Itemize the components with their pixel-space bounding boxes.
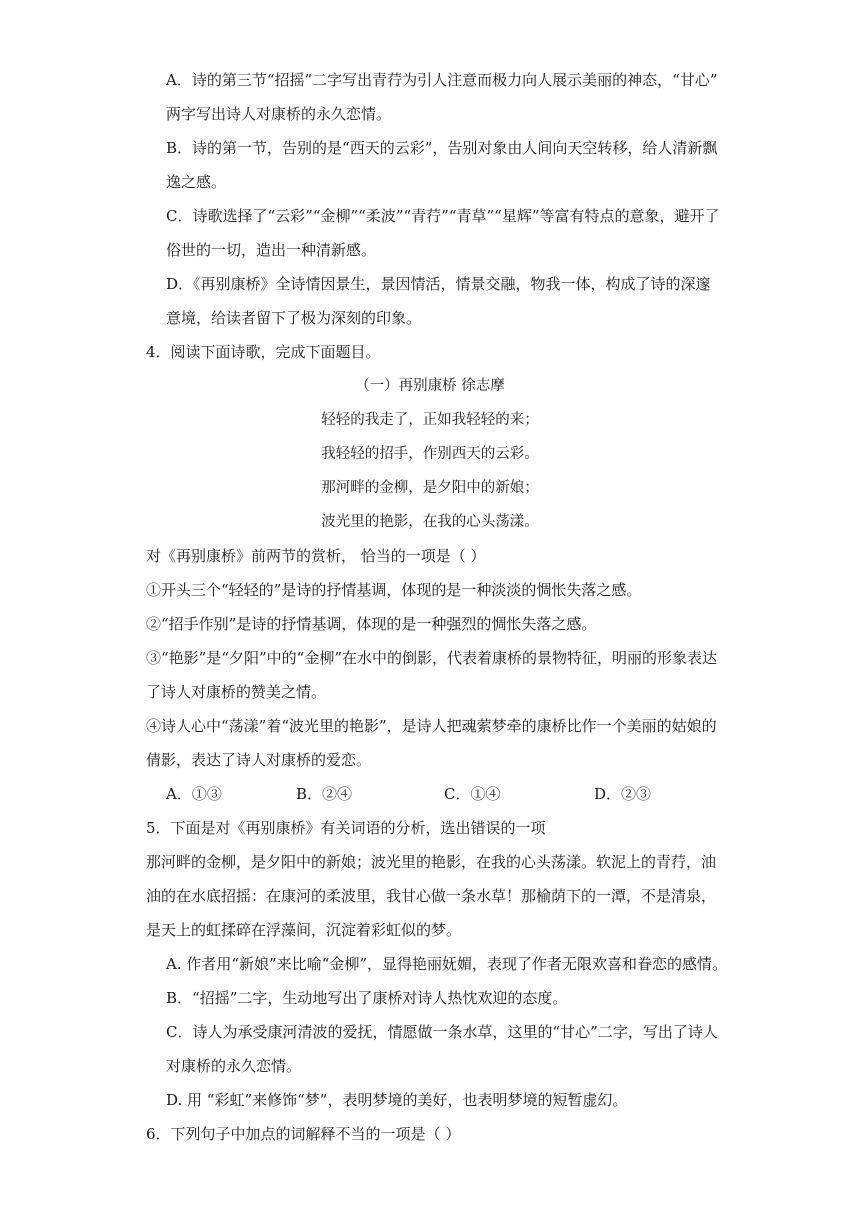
q5-option-a: A. 作者用“新娘”来比喻“金柳”，显得艳丽妩媚，表现了作者无限欢喜和眷恋的感情。 <box>166 955 728 973</box>
q4-choice-a: A．①③ <box>166 785 222 803</box>
q5-option-c-line2: 对康桥的永久恋情。 <box>166 1057 302 1075</box>
q5-option-d: D. 用 “彩虹”来修饰“梦”，表明梦境的美好，也表明梦境的短暂虚幻。 <box>166 1091 628 1109</box>
q4-stem: 4．阅读下面诗歌，完成下面题目。 <box>146 343 381 361</box>
q4-question: 对《再别康桥》前两节的赏析， 恰当的一项是（ ） <box>146 547 486 565</box>
q4-item-2: ②“招手作别”是诗的抒情基调，体现的是一种强烈的惆怅失落之感。 <box>146 615 597 633</box>
q3-option-c-line2: 俗世的一切，造出一种清新感。 <box>166 241 377 259</box>
q4-item-3-line2: 了诗人对康桥的赞美之情。 <box>146 683 327 701</box>
q4-choice-b: B．②④ <box>296 785 353 803</box>
q5-passage-line-3: 是天上的虹揉碎在浮藻间，沉淀着彩虹似的梦。 <box>146 921 462 939</box>
q4-choice-c: C．①④ <box>444 785 501 803</box>
q5-option-b: B．“招摇”二字，生动地写出了康桥对诗人热忱欢迎的态度。 <box>166 989 568 1007</box>
poem-line-2: 我轻轻的招手，作别西天的云彩。 <box>321 446 539 462</box>
q3-option-d-line2: 意境，给读者留下了极为深刻的印象。 <box>166 309 422 327</box>
q3-option-c-line1: C．诗歌选择了“云彩”“金柳”“柔波”“青荇”“青草”“星辉”等富有特点的意象，避开了 <box>166 207 720 225</box>
q5-stem: 5．下面是对《再别康桥》有关词语的分析，选出错误的一项 <box>146 819 546 837</box>
poem-line-1: 轻轻的我走了，正如我轻轻的来； <box>321 412 539 428</box>
q3-option-a-line1: A．诗的第三节“招摇”二字写出青荇为引人注意而极力向人展示美丽的神态，“甘心” <box>166 71 718 89</box>
poem-title: （一）再别康桥 徐志摩 <box>355 378 505 394</box>
q4-item-4-line1: ④诗人心中“荡漾”着“波光里的艳影”，是诗人把魂萦梦牵的康桥比作一个美丽的姑娘的 <box>146 717 717 735</box>
q4-item-3-line1: ③“艳影”是“夕阳”中的“金柳”在水中的倒影，代表着康桥的景物特征，明丽的形象表达 <box>146 649 718 667</box>
q3-option-b-line1: B．诗的第一节，告别的是“西天的云彩”，告别对象由人间向天空转移，给人清新飘 <box>166 139 718 157</box>
q4-item-4-line2: 倩影，表达了诗人对康桥的爱恋。 <box>146 751 372 769</box>
q5-option-c-line1: C．诗人为承受康河清波的爱抚，情愿做一条水草，这里的“甘心”二字，写出了诗人 <box>166 1023 718 1041</box>
q4-item-1: ①开头三个“轻轻的”是诗的抒情基调，体现的是一种淡淡的惆怅失落之感。 <box>146 581 642 599</box>
q3-option-b-line2: 逸之感。 <box>166 173 227 191</box>
q4-choice-d: D．②③ <box>594 785 652 803</box>
q3-option-d-line1: D．《再别康桥》全诗情因景生，景因情活，情景交融，物我一体，构成了诗的深邃 <box>166 275 711 293</box>
q5-passage-line-1: 那河畔的金柳，是夕阳中的新娘；波光里的艳影，在我的心头荡漾。软泥上的青荇，油 <box>146 853 717 871</box>
poem-line-3: 那河畔的金柳，是夕阳中的新娘； <box>321 480 539 496</box>
poem-line-4: 波光里的艳影，在我的心头荡漾。 <box>321 514 539 530</box>
q3-option-a-line2: 两字写出诗人对康桥的永久恋情。 <box>166 105 392 123</box>
q5-passage-line-2: 油的在水底招摇：在康河的柔波里，我甘心做一条水草！那榆荫下的一潭，不是清泉， <box>146 887 717 905</box>
q6-stem: 6．下列句子中加点的词解释不当的一项是（ ） <box>146 1125 461 1143</box>
